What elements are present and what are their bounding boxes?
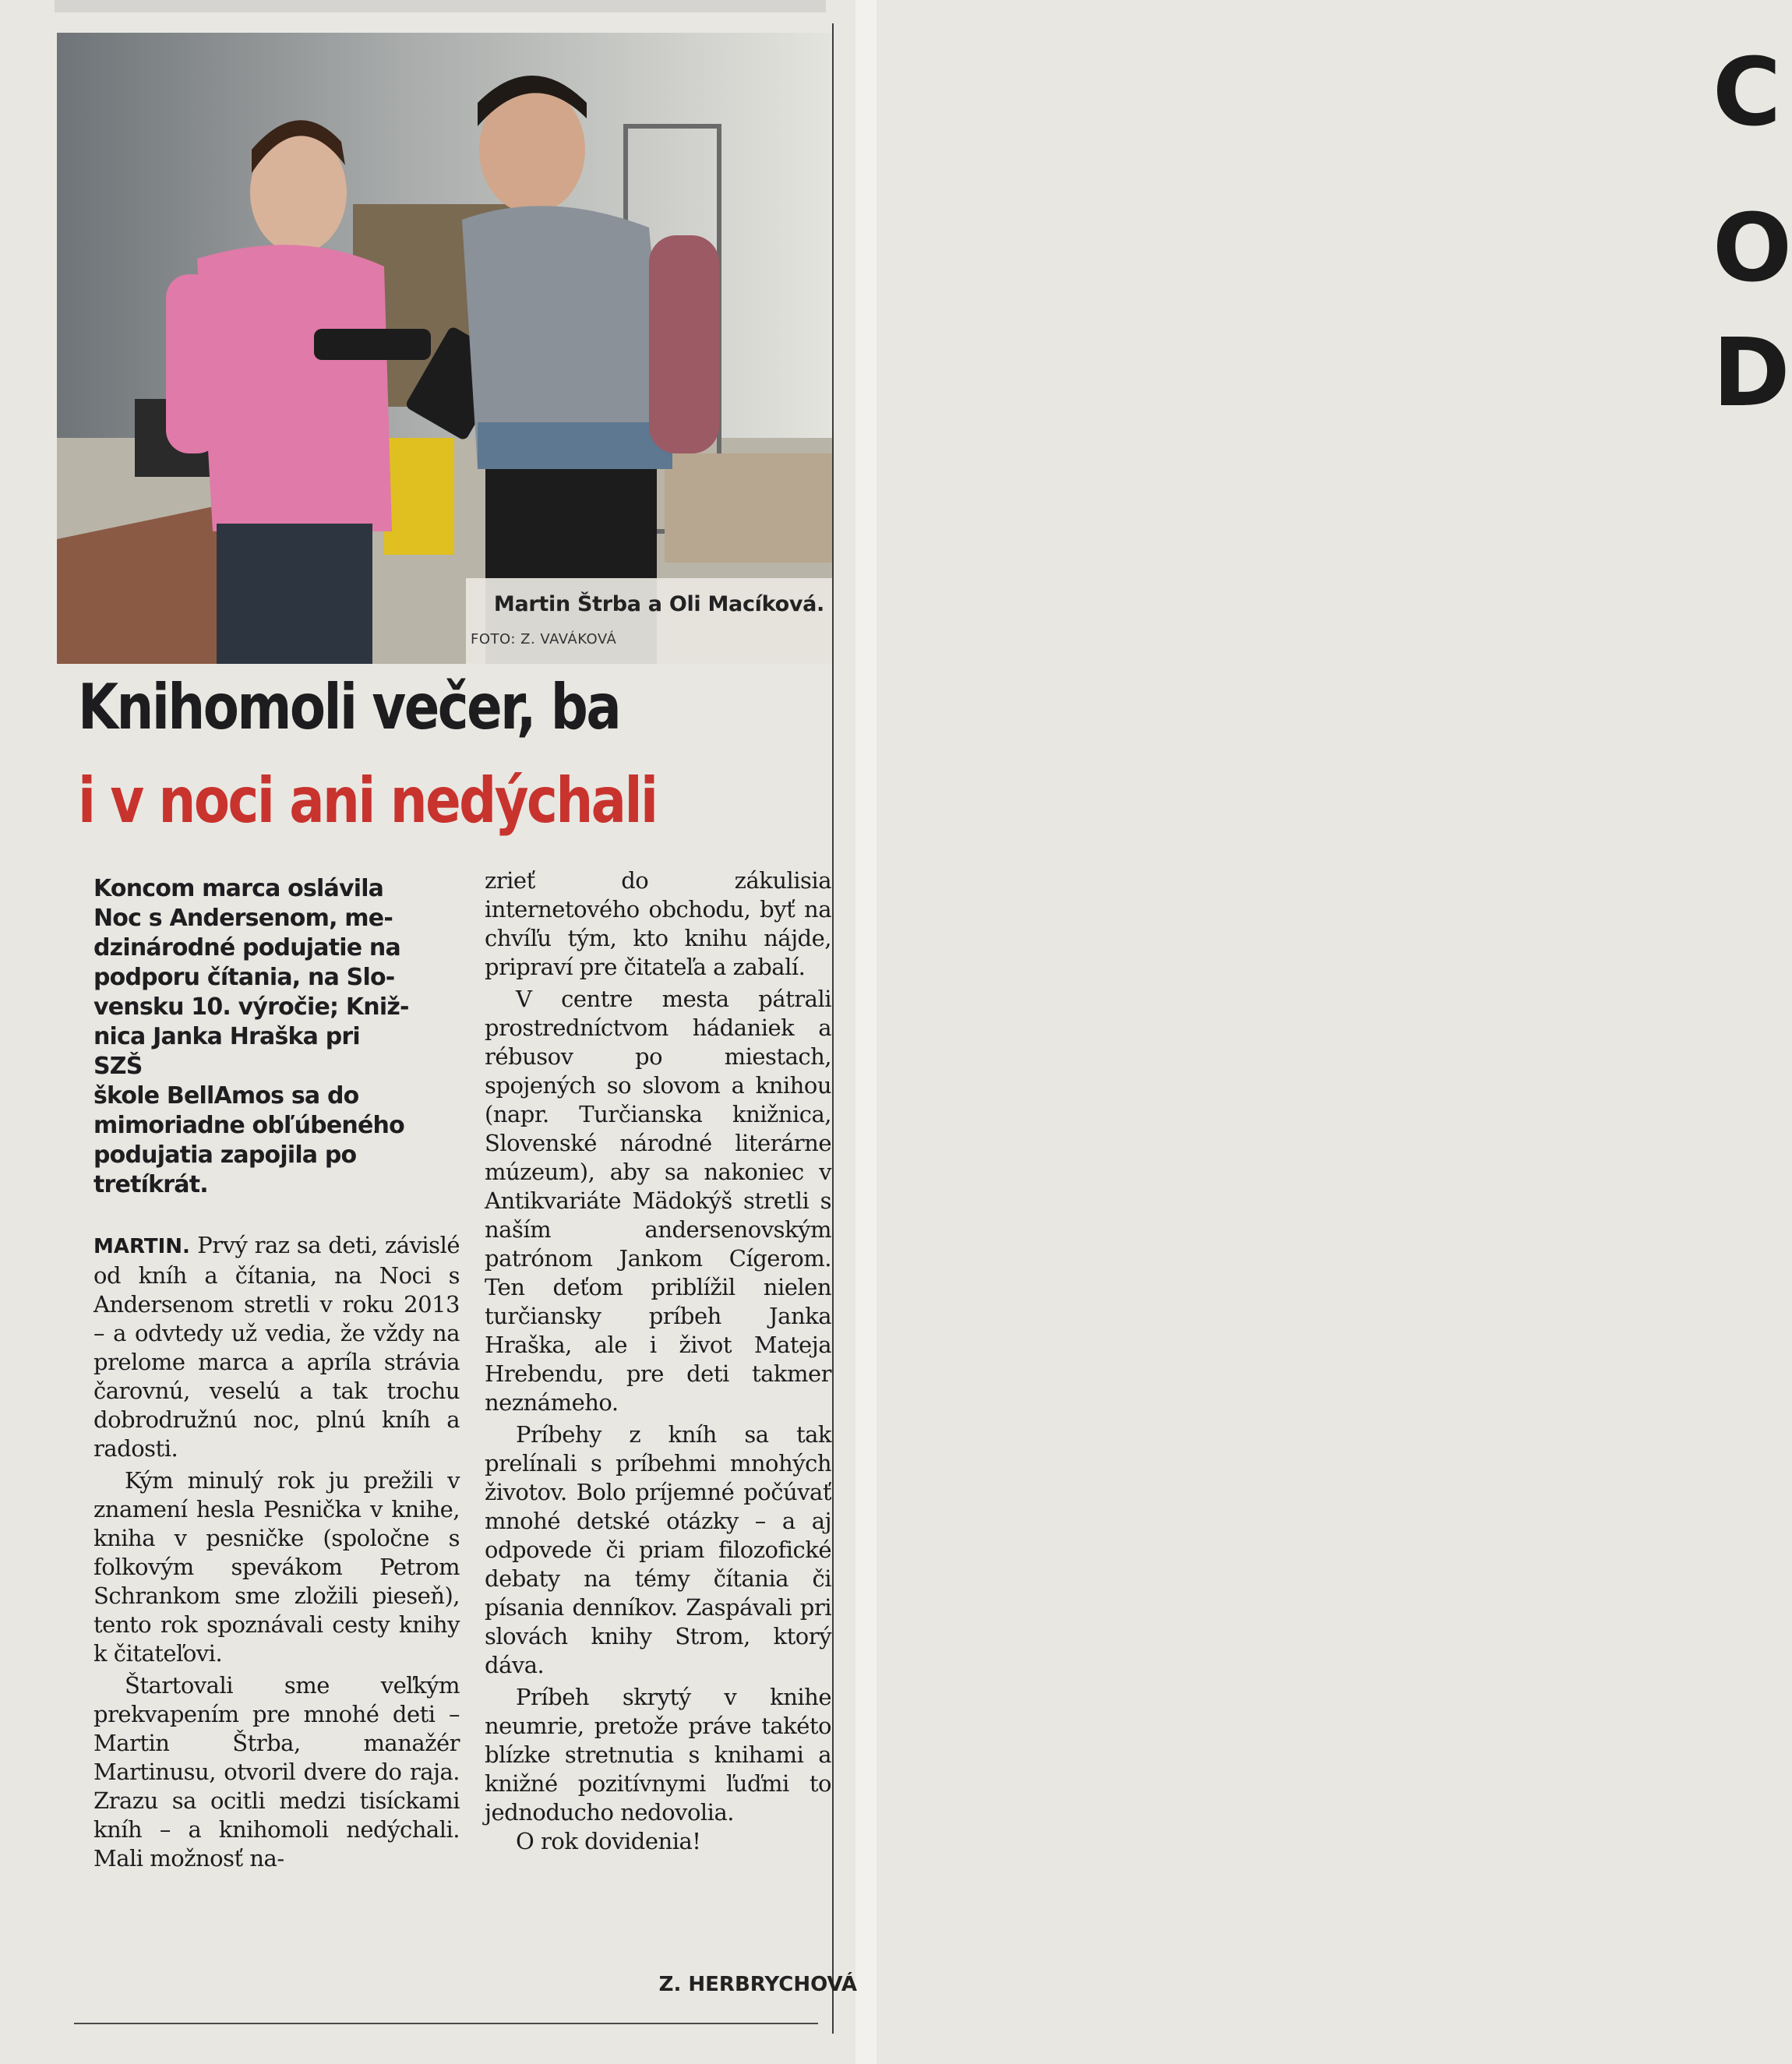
column-divider <box>832 23 834 2034</box>
lead-line: Koncom marca oslávila <box>93 875 384 902</box>
lead-line: škole BellAmos sa do <box>93 1082 359 1110</box>
edge-letter: O <box>1713 195 1792 303</box>
lead-line: podporu čítania, na Slo- <box>93 964 395 991</box>
lead-line: Noc s Andersenom, me- <box>93 905 393 932</box>
headline-line-2: i v noci ani nedýchali <box>78 764 657 837</box>
photo-credit: FOTO: Z. VAVÁKOVÁ <box>471 631 617 647</box>
body-column-right <box>485 866 831 1856</box>
lead-line: mimoriadne obľúbeného <box>93 1112 404 1139</box>
lead-line: dzinárodné podujatie na <box>93 934 400 961</box>
article-photo <box>57 33 832 664</box>
body-paragraph: V centre mesta pátrali prostredníctvom hádaniek a rébusov po miestach, spojených so slovom a knihou (napr. Turčianska knižnica, Slovenské národné literárne múzeum), aby sa nakoniec v Antikvariáte Mädokýš stretli s naším andersenovským patrónom Jankom Cígerom. Ten deťom priblížil nielen turčiansky príbeh Janka Hraška, ale i život Mateja Hrebendu, pre deti takmer neznámeho. <box>485 986 831 1416</box>
body-paragraph: Príbeh skrytý v knihe neumrie, pretože práve takéto blízke stretnutia s knihami a knižné pozitívnymi ľuďmi to jednoducho nedovolia. <box>485 1684 831 1826</box>
dateline: MARTIN. <box>93 1235 190 1258</box>
body-column-left <box>93 1231 460 1873</box>
footer-rule <box>74 2023 818 2024</box>
paragraph-text: Prvý raz sa deti, závislé od kníh a čítania, na Noci s Andersenom stretli v roku 2013 – a odvtedy už vedia, že vždy na prelome marca a apríla strávia čarovnú, veselú a tak trochu dobrodružnú noc, plnú kníh a radosti. <box>93 1232 460 1462</box>
body-paragraph <box>93 1231 460 1463</box>
previous-article-strip <box>55 0 826 12</box>
lead-line: podujatia zapojila po <box>93 1141 357 1169</box>
headline-line-1: Knihomoli večer, ba <box>78 671 620 743</box>
lead-line: tretíkrát. <box>93 1171 208 1198</box>
lead-line: nica Janka Hraška pri SZŠ <box>93 1023 360 1080</box>
adjacent-page-edge <box>855 0 1792 2064</box>
body-paragraph: O rok dovidenia! <box>516 1828 701 1854</box>
lead-paragraph <box>93 874 413 1200</box>
body-paragraph: zrieť do zákulisia internetového obchodu, byť na chvíľu tým, kto knihu nájde, pripraví pre čitateľa a zabalí. <box>485 867 831 980</box>
photo-caption: Martin Štrba a Oli Macíková. <box>493 592 824 616</box>
photo-caption-box <box>466 578 832 664</box>
body-paragraph: Kým minulý rok ju prežili v znamení hesla Pesnička v knihe, kniha v pesničke (spoločne s folkovým spevákom Petrom Schrankom sme zložili pieseň), tento rok spoznávali cesty knihy k čitateľovi. <box>93 1467 460 1667</box>
lead-line: vensku 10. výročie; Kniž- <box>93 993 409 1021</box>
body-paragraph: Štartovali sme veľkým prekvapením pre mnohé deti – Martin Štrba, manažér Martinusu, otvoril dvere do raja. Zrazu sa ocitli medzi tisíckami kníh – a knihomoli nedýchali. Mali možnosť na- <box>93 1672 460 1872</box>
author-byline: Z. HERBRYCHOVÁ <box>658 1973 857 1996</box>
edge-letter: C <box>1713 39 1782 147</box>
body-paragraph: Príbehy z kníh sa tak prelínali s príbehmi mnohých životov. Bolo príjemné počúvať mnohé detské otázky – a aj odpovede či priam filozofické debaty na témy čítania či písania denníkov. Zaspávali pri slovách knihy Strom, ktorý dáva. <box>485 1421 831 1678</box>
edge-letter: D <box>1713 319 1790 428</box>
photo-illustration <box>57 33 832 664</box>
